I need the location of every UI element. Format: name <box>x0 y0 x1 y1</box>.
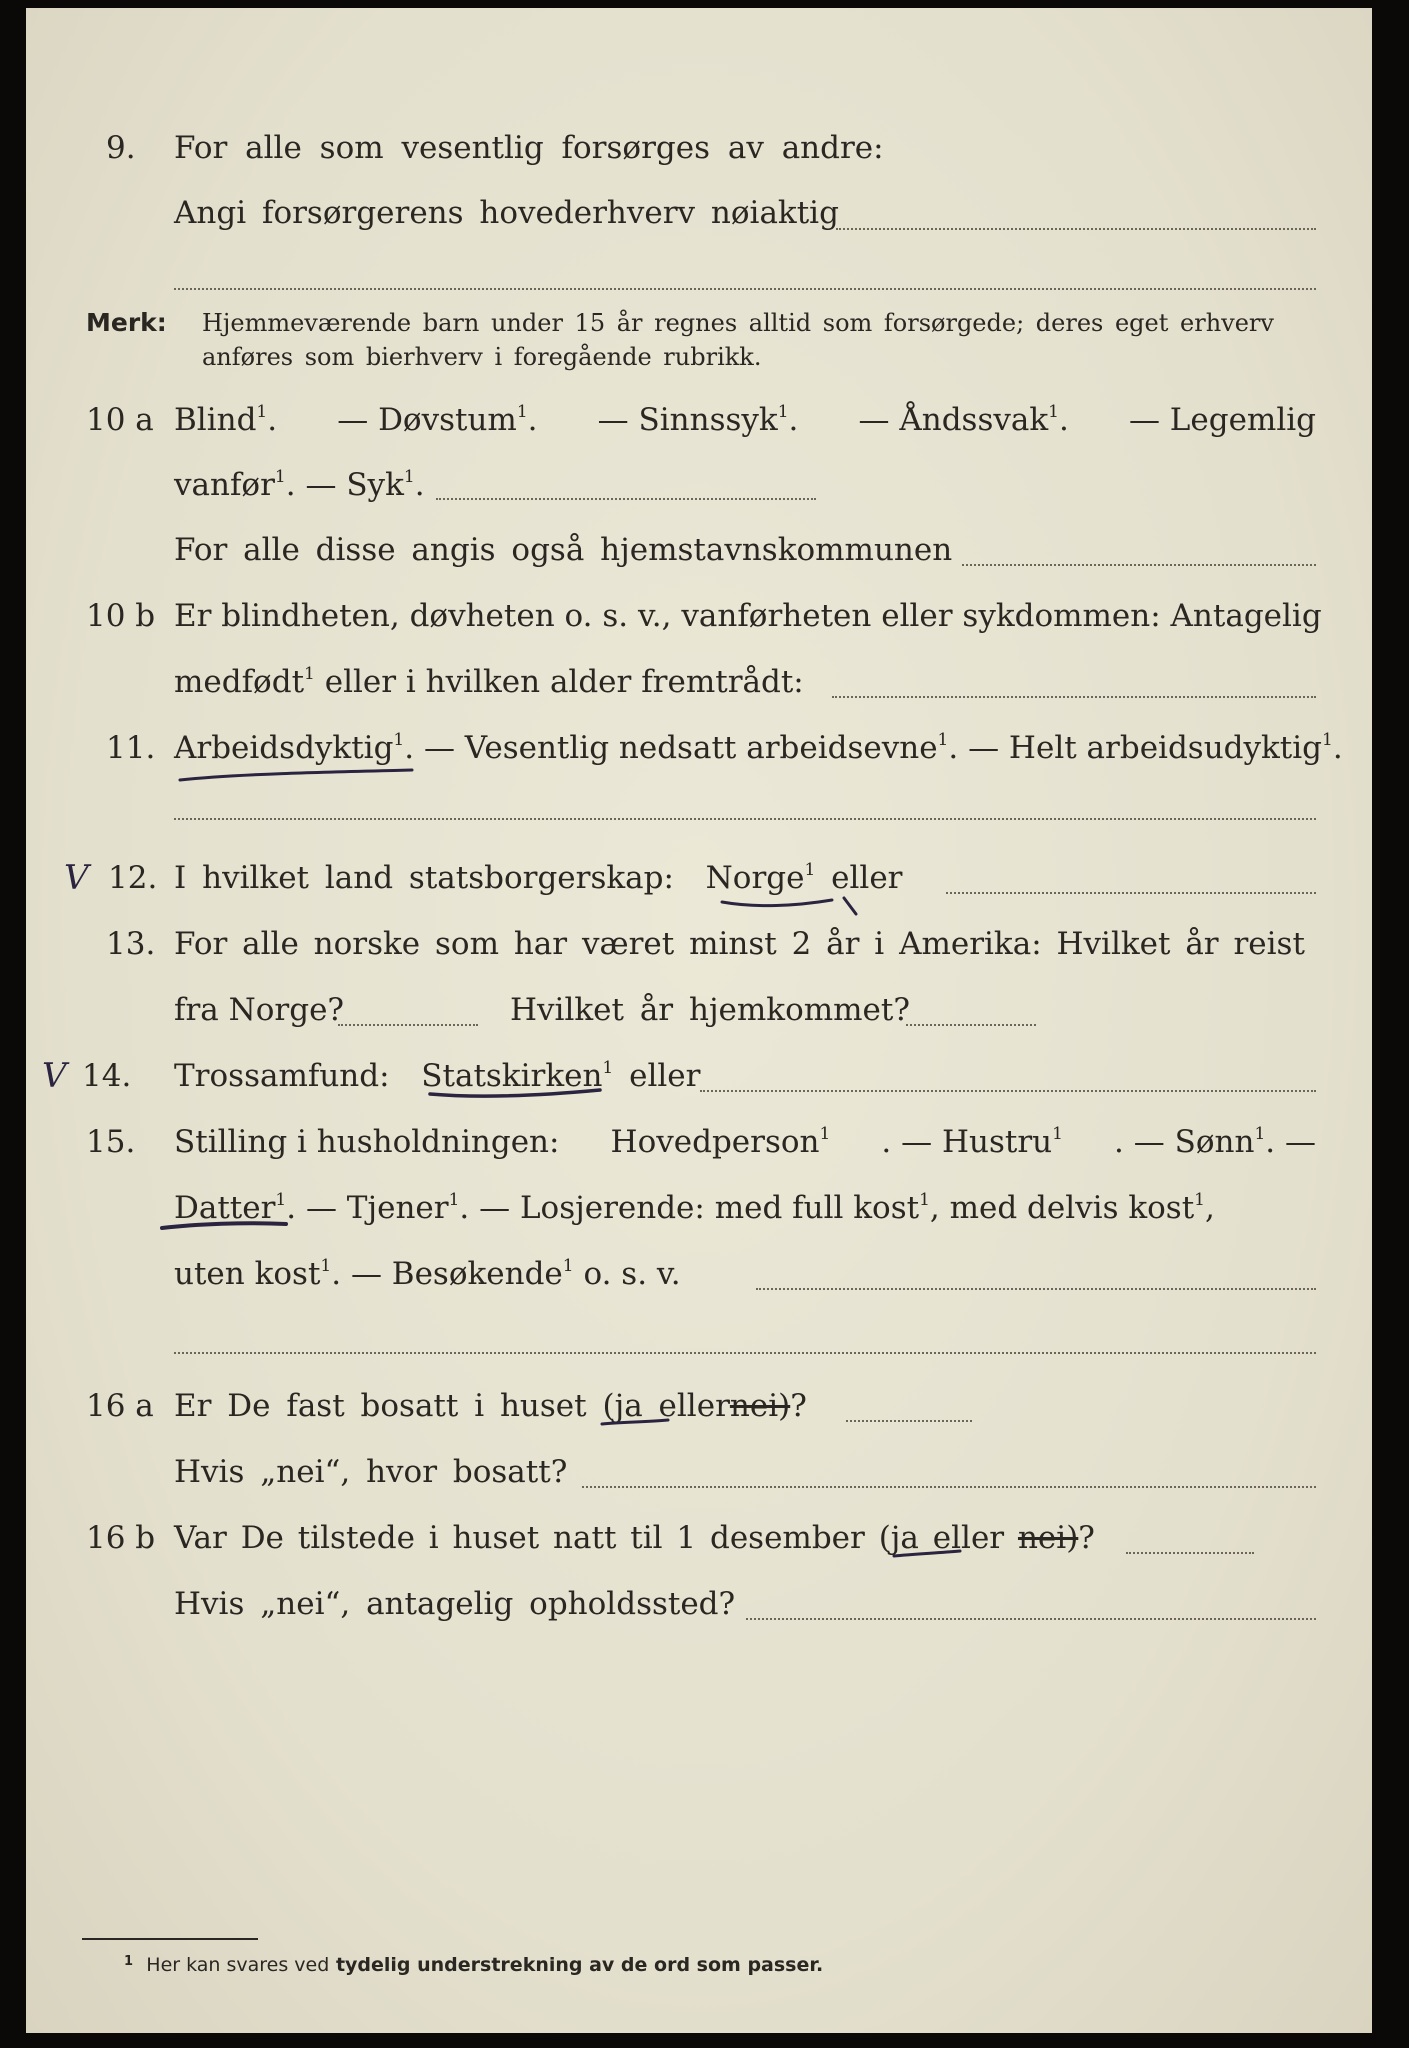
q11-pen-underline <box>176 766 416 786</box>
q13-hjemkommet-line[interactable] <box>906 1024 1036 1026</box>
option-dovstum: — Døvstum$^1$. <box>337 402 538 438</box>
q16a-number: 16 a <box>86 1388 154 1424</box>
q16b-opholdssted-line[interactable] <box>746 1618 1316 1620</box>
option-norge: Norge <box>705 860 805 896</box>
q12-line: I hvilket land statsborgerskap: Norge$^1$ eller <box>174 860 903 896</box>
q15-number: 15. <box>86 1124 136 1160</box>
option-andssvak: — Åndssvak$^1$. <box>858 402 1069 438</box>
q13-reist-line[interactable] <box>338 1024 478 1026</box>
footnote: $^1$ Her kan svares ved tydelig understrekning av de ord som passer. <box>124 1954 824 1976</box>
q10b-line1: Er blindheten, døvheten o. s. v., vanførheten eller sykdommen: Antagelig <box>174 598 1322 634</box>
option-hustru: . — Hustru$^1$ <box>881 1124 1063 1160</box>
q9-line2: Angi forsørgerens hovederhverv nøiaktig <box>174 195 839 231</box>
q13-line1: For alle norske som har været minst 2 år i Amerika: Hvilket år reist <box>174 926 1305 962</box>
q9-answer-line-2[interactable] <box>174 288 1316 290</box>
q9-line1: For alle som vesentlig forsørges av andre: <box>174 130 884 166</box>
q15-answer-line-2[interactable] <box>174 1352 1316 1354</box>
merk-line2: anføres som bierhverv i foregående rubrikk. <box>202 343 762 371</box>
q12-number: 12. <box>108 860 158 896</box>
q14-pen-underline <box>426 1082 606 1102</box>
option-ja: (ja <box>878 1520 919 1556</box>
q10b-answer-line[interactable] <box>832 696 1316 698</box>
q15-answer-line[interactable] <box>756 1288 1316 1290</box>
q11-line: Arbeidsdyktig$^1$. — Vesentlig nedsatt arbeidsevne$^1$. — Helt arbeidsudyktig$^1$. <box>174 730 1343 766</box>
option-nei-struck: nei) <box>1017 1520 1079 1556</box>
q14-answer-line[interactable] <box>700 1090 1316 1092</box>
q13-line2b: Hvilket år hjemkommet? <box>510 992 910 1028</box>
q10a-line2: vanfør$^1$. — Syk$^1$. <box>174 467 425 503</box>
q13-number: 13. <box>106 926 156 962</box>
q16b-pen-underline <box>888 1544 968 1564</box>
q16a-pen-underline <box>596 1412 676 1432</box>
option-vanfor: vanfør <box>174 467 275 503</box>
q9-answer-line[interactable] <box>836 228 1316 230</box>
q16a-answer-line[interactable] <box>846 1420 972 1422</box>
option-medfodt: medfødt <box>174 664 305 700</box>
option-datter: Datter <box>174 1190 276 1226</box>
q10a-number: 10 a <box>86 402 154 438</box>
option-syk: — Syk <box>305 467 404 503</box>
merk-line1: Hjemmeværende barn under 15 år regnes alltid som forsørgede; deres eget erhverv <box>202 309 1274 337</box>
q15-line3: uten kost$^1$. — Besøkende$^1$ o. s. v. <box>174 1256 681 1292</box>
q10a-line3: For alle disse angis også hjemstavnskommunen <box>174 532 953 568</box>
q10b-line2: medfødt$^1$ eller i hvilken alder fremtrådt: <box>174 664 804 700</box>
merk-label: Merk: <box>86 308 167 337</box>
q14-check-mark: V <box>42 1056 67 1096</box>
option-arbeidsdyktig: Arbeidsdyktig <box>174 730 394 766</box>
q15-pen-underline <box>156 1214 296 1238</box>
q13-line2a: fra Norge? <box>174 992 345 1028</box>
q16b-number: 16 b <box>86 1520 156 1556</box>
q12-check-mark: V <box>64 858 89 898</box>
option-nei-struck: nei) <box>729 1388 791 1424</box>
q14-number: 14. <box>82 1058 132 1094</box>
q16a-line1: Er De fast bosatt i huset (ja ellernei)? <box>174 1388 807 1424</box>
q12-pen-underline <box>716 888 866 918</box>
option-blind: Blind$^1$. <box>174 402 278 438</box>
q10a-line1 <box>174 400 1316 440</box>
q16b-answer-line[interactable] <box>1126 1552 1254 1554</box>
footnote-rule <box>82 1938 258 1940</box>
q15-line1: Stilling i husholdningen: Hovedperson$^1$ . — Hustru$^1$ . — Sønn$^1$. — <box>174 1124 1316 1160</box>
q15-line2: Datter$^1$. — Tjener$^1$. — Losjerende: med full kost$^1$, med delvis kost$^1$, <box>174 1190 1215 1226</box>
q10a-answer-line[interactable] <box>436 498 816 500</box>
q11-answer-line[interactable] <box>174 818 1316 820</box>
option-sonn: . — Sønn$^1$. — <box>1114 1124 1316 1160</box>
q12-answer-line[interactable] <box>946 892 1316 894</box>
option-statskirken: Statskirken <box>421 1058 603 1094</box>
q11-number: 11. <box>106 730 156 766</box>
q16b-line2: Hvis „nei“, antagelig opholdssted? <box>174 1586 736 1622</box>
q16a-line2: Hvis „nei“, hvor bosatt? <box>174 1454 568 1490</box>
option-ja: (ja <box>602 1388 643 1424</box>
q10a-hjemstavn-line[interactable] <box>962 564 1316 566</box>
option-legemlig: — Legemlig <box>1128 402 1316 438</box>
q16a-bosatt-line[interactable] <box>582 1486 1316 1488</box>
option-hovedperson: Hovedperson$^1$ <box>610 1124 831 1160</box>
q16b-line1: Var De tilstede i huset natt til 1 desember (ja eller nei)? <box>174 1520 1095 1556</box>
census-form-sheet <box>26 8 1372 2033</box>
q10b-number: 10 b <box>86 598 156 634</box>
q9-number: 9. <box>106 130 136 166</box>
option-sinnssyk: — Sinnssyk$^1$. <box>597 402 799 438</box>
q14-line: Trossamfund: Statskirken$^1$ eller <box>174 1058 701 1094</box>
